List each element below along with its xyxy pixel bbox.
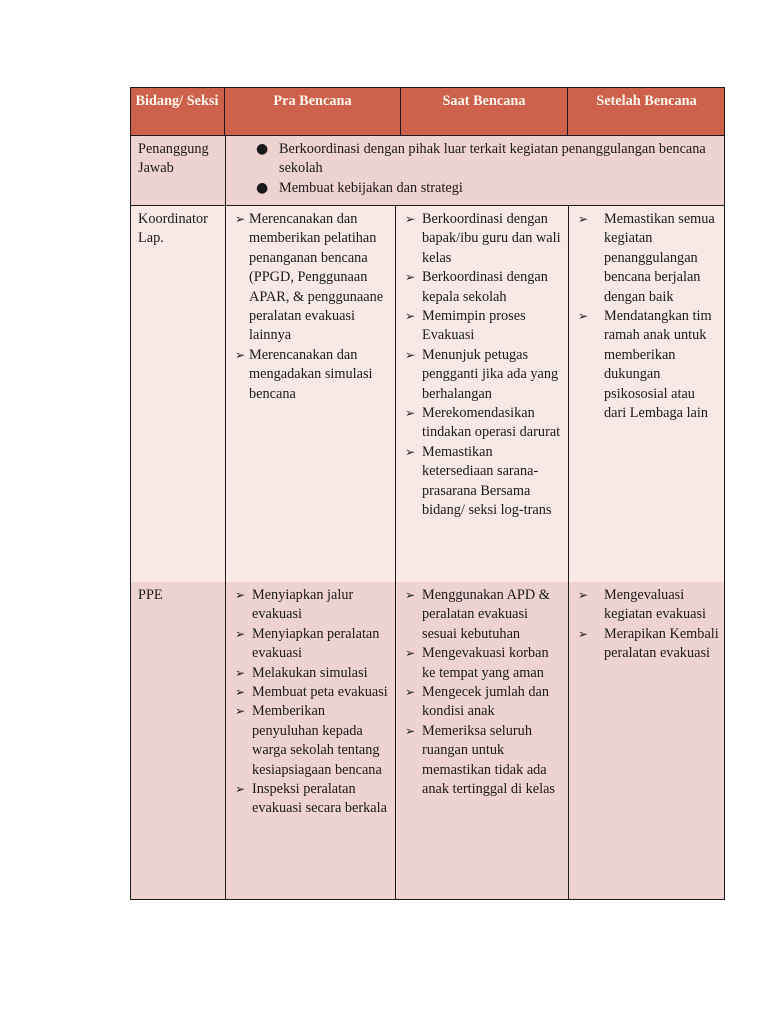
koordinator-saat-cell (395, 206, 568, 582)
arrowhead-bullet-icon: ➢ (405, 685, 416, 700)
list-item (235, 780, 391, 819)
list-item-text: Melakukan simulasi (252, 664, 368, 681)
list-item-text: Mendatangkan tim ramah anak untuk memberikan dukungan psikososial atau dari Lembaga lain (604, 308, 712, 422)
grid-line (130, 205, 725, 206)
list-item (235, 586, 391, 625)
grid-line (568, 206, 569, 900)
list-item (405, 268, 564, 307)
list-item (254, 179, 713, 198)
list-item-text: Menunjuk petugas pengganti jika ada yang berhalangan (422, 346, 559, 402)
koordinator-pra-cell (225, 206, 395, 582)
list-item-text: Membuat peta evakuasi (252, 684, 388, 701)
header-bidang-label: Bidang/ Seksi (135, 93, 219, 109)
list-item-text: Memastikan ketersediaan sarana-prasarana Bersama bidang/ seksi log-trans (422, 443, 552, 519)
list-item-text: Merapikan Kembali peralatan evakuasi (604, 625, 719, 662)
arrowhead-bullet-icon: ➢ (235, 685, 246, 700)
list-item (578, 586, 719, 625)
list-item-text: Menggunakan APD & peralatan evakuasi sesuai kebutuhan (422, 587, 550, 642)
list-item-text: Menyiapkan jalur evakuasi (252, 587, 354, 623)
arrowhead-bullet-icon: ➢ (405, 212, 416, 226)
header-pra-label: Pra Bencana (273, 93, 352, 109)
list-item (235, 625, 391, 664)
arrowhead-bullet-icon: ➢ (235, 782, 246, 797)
list-item-text: Merekomendasikan tindakan operasi darurat (422, 405, 561, 441)
grid-line (130, 135, 725, 136)
header-saat-bencana (401, 87, 568, 135)
koordinator-setelah-cell (568, 206, 725, 582)
arrowhead-bullet-icon: ➢ (405, 723, 416, 738)
list-item (405, 722, 564, 800)
list-item-text: Mengevakuasi korban ke tempat yang aman (422, 645, 549, 681)
list-item (405, 443, 564, 521)
disaster-roles-table (130, 87, 725, 900)
row-label-ppe (130, 582, 225, 900)
list-item (405, 307, 564, 346)
arrowhead-bullet-icon: ➢ (578, 588, 589, 602)
koordinator-pra-list (235, 210, 391, 404)
koordinator-setelah-list (578, 210, 719, 423)
row-label-koordinator (130, 206, 225, 582)
list-item (405, 210, 564, 268)
merged-list (254, 140, 713, 198)
list-item-text: Menyiapkan peralatan evakuasi (252, 625, 380, 662)
ppe-pra-list (235, 586, 391, 819)
list-item (405, 644, 564, 683)
arrowhead-bullet-icon: ➢ (235, 704, 246, 719)
list-item-text: Berkoordinasi dengan kepala sekolah (422, 269, 548, 305)
list-item (254, 140, 713, 179)
list-item (405, 404, 564, 443)
list-item-text: Mengevaluasi kegiatan evakuasi (604, 587, 707, 623)
list-item (578, 210, 719, 307)
list-item-text: Inspeksi peralatan evakuasi secara berkala (252, 781, 387, 817)
list-item (578, 625, 719, 664)
ppe-pra-cell (225, 582, 395, 900)
arrowhead-bullet-icon: ➢ (405, 588, 416, 602)
list-item (235, 210, 391, 346)
koordinator-saat-list (405, 210, 564, 521)
arrowhead-bullet-icon: ➢ (405, 270, 416, 285)
list-item (405, 586, 564, 644)
arrowhead-bullet-icon: ➢ (405, 406, 416, 421)
arrowhead-bullet-icon: ➢ (578, 212, 589, 226)
arrowhead-bullet-icon: ➢ (235, 212, 246, 226)
arrowhead-bullet-icon: ➢ (405, 347, 416, 362)
round-bullet-icon: ● (256, 179, 269, 196)
ppe-saat-cell (395, 582, 568, 900)
list-item (578, 307, 719, 423)
arrowhead-bullet-icon: ➢ (235, 665, 246, 680)
list-item (235, 664, 391, 683)
ppe-setelah-cell (568, 582, 725, 900)
arrowhead-bullet-icon: ➢ (405, 646, 416, 661)
header-saat-label: Saat Bencana (442, 93, 526, 109)
list-item-text: Membuat kebijakan dan strategi (279, 179, 463, 196)
list-item-text: Merencanakan dan memberikan pelatihan penanganan bencana (PPGD, Penggunaan APAR, & penggunaane peralatan evakuasi lainnya (249, 211, 384, 344)
row-label-penanggung-jawab (130, 135, 225, 206)
grid-line (395, 206, 396, 900)
list-item-text: Memberikan penyuluhan kepada warga sekolah tentang kesiapsiagaan bencana (252, 703, 382, 778)
list-item (235, 702, 391, 780)
penanggung-jawab-label: Penanggung Jawab (138, 141, 209, 177)
list-item-text: Merencanakan dan mengadakan simulasi bencana (249, 346, 373, 402)
arrowhead-bullet-icon: ➢ (578, 309, 589, 324)
header-pra-bencana (225, 87, 401, 135)
header-bidang (130, 87, 225, 135)
list-item (235, 683, 391, 702)
arrowhead-bullet-icon: ➢ (578, 626, 589, 641)
arrowhead-bullet-icon: ➢ (235, 347, 246, 362)
arrowhead-bullet-icon: ➢ (405, 444, 416, 459)
list-item (405, 683, 564, 722)
list-item (405, 346, 564, 404)
arrowhead-bullet-icon: ➢ (235, 626, 246, 641)
list-item-text: Berkoordinasi dengan pihak luar terkait kegiatan penanggulangan bencana sekolah (279, 141, 706, 177)
koordinator-label: Koordinator Lap. (138, 211, 208, 247)
list-item-text: Memastikan semua kegiatan penanggulangan bencana berjalan dengan baik (604, 211, 715, 305)
arrowhead-bullet-icon: ➢ (405, 309, 416, 324)
list-item-text: Memimpin proses Evakuasi (422, 308, 526, 344)
list-item-text: Berkoordinasi dengan bapak/ibu guru dan wali kelas (422, 211, 561, 266)
row-penanggung-jawab-merged (225, 135, 725, 206)
header-setelah-label: Setelah Bencana (596, 93, 697, 109)
list-item-text: Memeriksa seluruh ruangan untuk memastikan tidak ada anak tertinggal di kelas (422, 722, 555, 798)
grid-line (225, 135, 226, 900)
ppe-setelah-list (578, 586, 719, 664)
ppe-saat-list (405, 586, 564, 799)
round-bullet-icon: ● (256, 141, 269, 157)
arrowhead-bullet-icon: ➢ (235, 588, 246, 602)
ppe-label: PPE (138, 587, 163, 603)
list-item-text: Mengecek jumlah dan kondisi anak (422, 684, 550, 720)
list-item (235, 346, 391, 404)
header-setelah-bencana (568, 87, 725, 135)
